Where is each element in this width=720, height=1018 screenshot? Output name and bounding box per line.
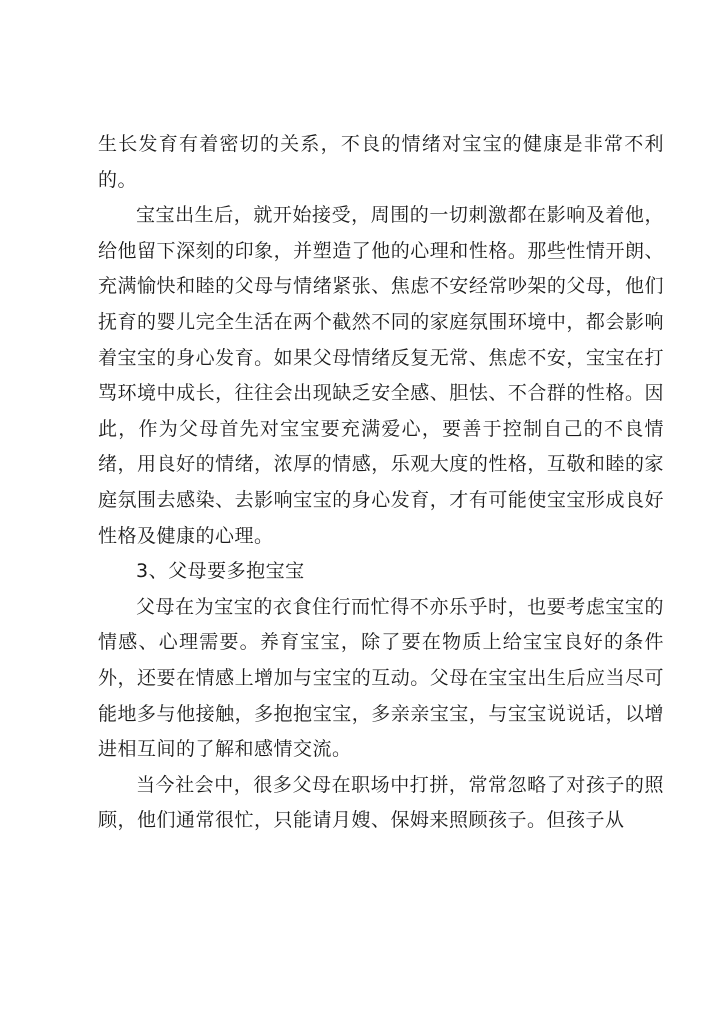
paragraph-busy-parents: 当今社会中，很多父母在职场中打拼，常常忽略了对孩子的照顾，他们通常很忙，只能请月嫂、保姆来照顾孩子。但孩子从 <box>98 773 664 832</box>
document-body <box>98 127 664 839</box>
paragraph-continuation: 生长发育有着密切的关系，不良的情绪对宝宝的健康是非常不利的。 <box>98 133 664 191</box>
paragraph-hold-baby: 父母在为宝宝的衣食住行而忙得不亦乐乎时，也要考虑宝宝的情感、心理需要。养育宝宝，除了要在物质上给宝宝良好的条件外，还要在情感上增加与宝宝的互动。父母在宝宝出生后应当尽可能地多与他接触，多抱抱宝宝，多亲亲宝宝，与宝宝说说话，以增进相互间的了解和感情交流。 <box>98 595 664 761</box>
section-heading-hold-baby: 3、父母要多抱宝宝 <box>136 560 305 583</box>
paragraph-emotion-influence: 宝宝出生后，就开始接受，周围的一切刺激都在影响及着他，给他留下深刻的印象，并塑造了他的心理和性格。那些性情开朗、充满愉快和睦的父母与情绪紧张、焦虑不安经常吵架的父母，他们抚育的婴儿完全生活在两个截然不同的家庭氛围环境中，都会影响着宝宝的身心发育。如果父母情绪反复无常、焦虑不安，宝宝在打骂环境中成长，往往会出现缺乏安全感、胆怯、不合群的性格。因此，作为父母首先对宝宝要充满爱心，要善于控制自己的不良情绪，用良好的情绪，浓厚的情感，乐观大度的性格，互敬和睦的家庭氛围去感染、去影响宝宝的身心发育，才有可能使宝宝形成良好性格及健康的心理。 <box>98 204 664 547</box>
